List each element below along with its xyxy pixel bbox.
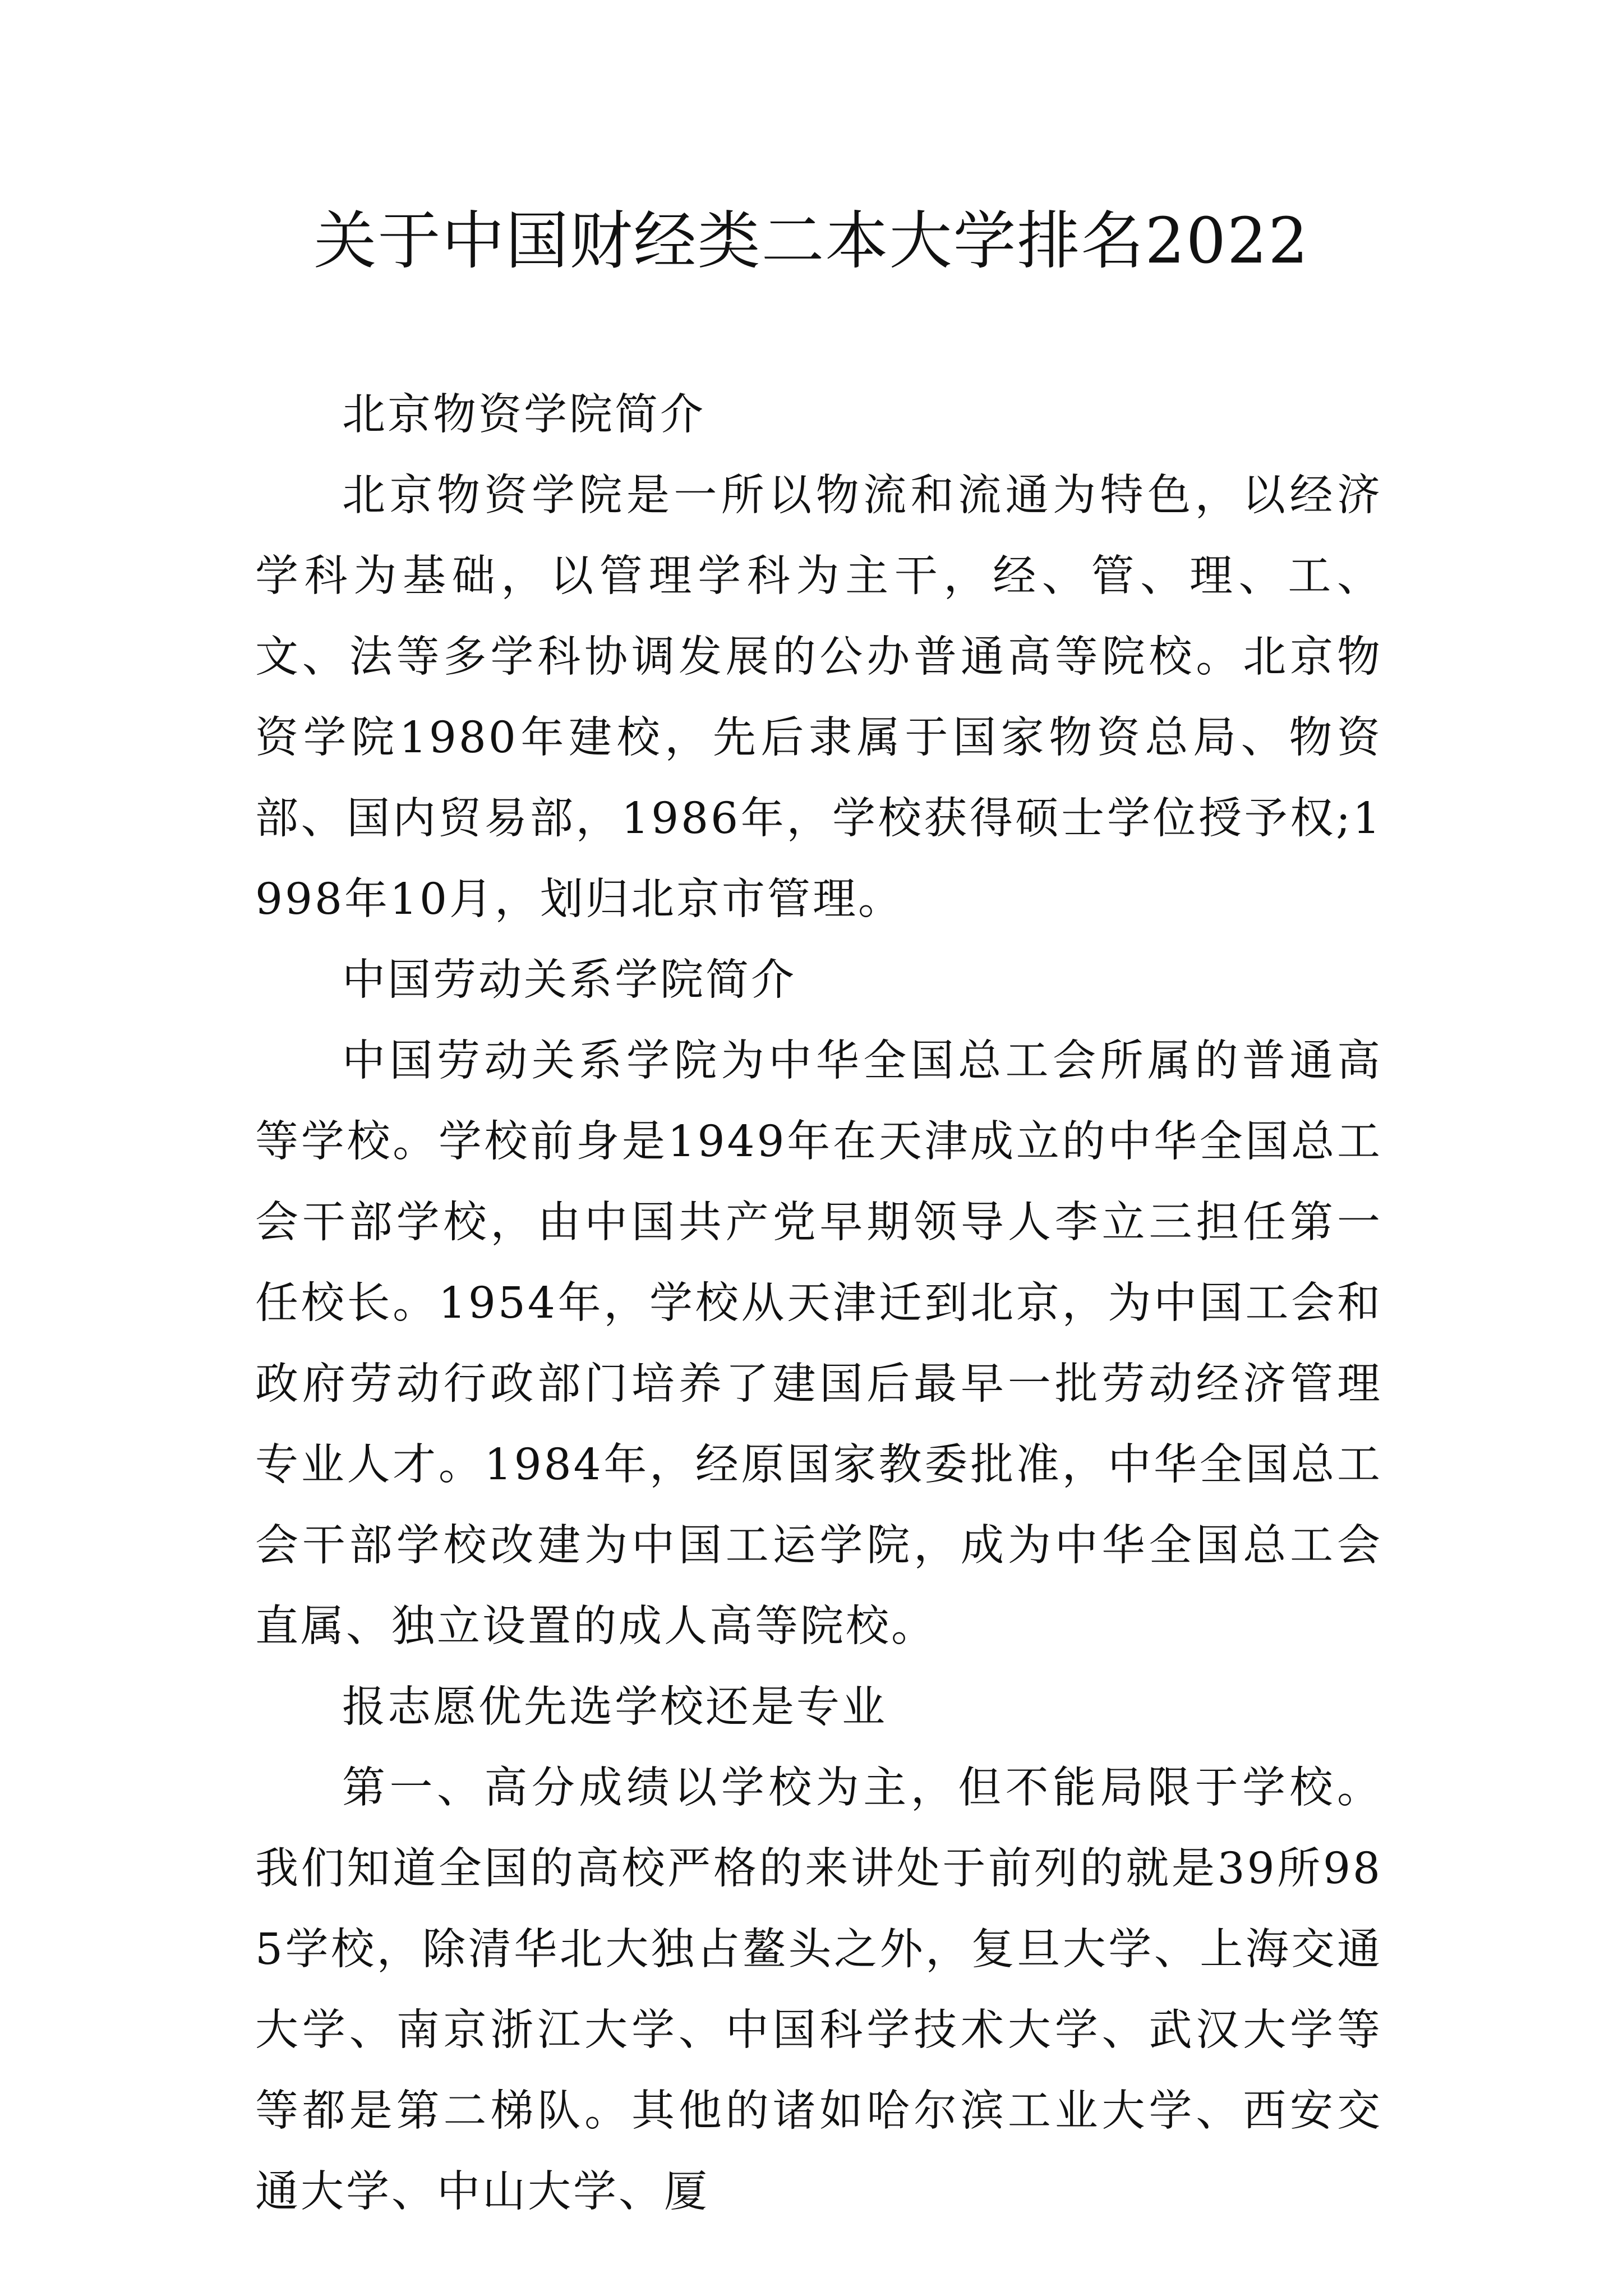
- document-body: [255, 375, 1382, 2233]
- document-title: 关于中国财经类二本大学排名2022: [313, 205, 1310, 278]
- section-heading: 报志愿优先选学校还是专业: [342, 1682, 887, 1732]
- body-paragraph: 中国劳动关系学院为中华全国总工会所属的普通高等学校。学校前身是1949年在天津成立的中华全国总工会干部学校，由中国共产党早期领导人李立三担任第一任校长。1954年，学校从天津迁到北京，为中国工会和政府劳动行政部门培养了建国后最早一批劳动经济管理专业人才。1984年，经原国家教委批准，中华全国总工会干部学校改建为中国工运学院，成为中华全国总工会直属、独立设置的成人高等院校。: [255, 1036, 1382, 1651]
- body-paragraph: 北京物资学院是一所以物流和流通为特色，以经济学科为基础，以管理学科为主干，经、管、理、工、文、法等多学科协调发展的公办普通高等院校。北京物资学院1980年建校，先后隶属于国家物资总局、物资部、国内贸易部，1986年，学校获得硕士学位授予权;1998年10月，划归北京市管理。: [255, 471, 1382, 924]
- section-heading: 中国劳动关系学院简介: [342, 955, 796, 1005]
- section-heading: 北京物资学院简介: [342, 390, 706, 440]
- body-paragraph: 第一、高分成绩以学校为主，但不能局限于学校。我们知道全国的高校严格的来讲处于前列的就是39所985学校，除清华北大独占鳌头之外，复旦大学、上海交通大学、南京浙江大学、中国科学技术大学、武汉大学等等都是第二梯队。其他的诸如哈尔滨工业大学、西安交通大学、中山大学、厦: [255, 1763, 1382, 2217]
